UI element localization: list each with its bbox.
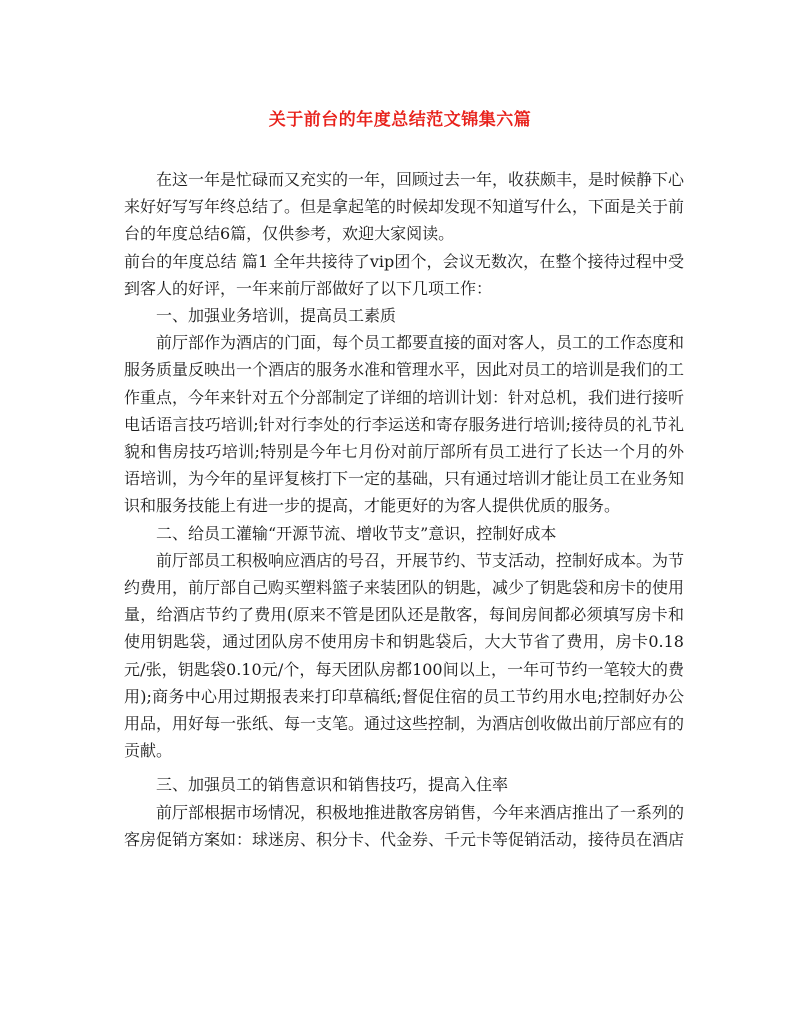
document-title: 关于前台的年度总结范文锦集六篇 xyxy=(268,110,532,130)
heading-1: 一、加强业务培训，提高员工素质 xyxy=(156,306,397,326)
paragraph-cost-control: 前厅部员工积极响应酒店的号召，开展节约、节支活动，控制好成本。为节约费用，前厅部自己购买塑料篮子来装团队的钥匙，减少了钥匙袋和房卡的使用量，给酒店节约了费用(原来不管是团队还是散客，每间房间都必须填写房卡和使用钥匙袋，通过团队房不使用房卡和钥匙袋后，大大节省了费用，房卡0.18元/张，钥匙袋0.10元/个，每天团队房都100间以上，一年可节约一笔较大的费用);商务中心用过期报表来打印草稿纸;督促住宿的员工节约用水电;控制好办公用品，用好每一张纸、每一支笔。通过这些控制，为酒店创收做出前厅部应有的贡献。 xyxy=(124,550,685,761)
intro-paragraph: 在这一年是忙碌而又充实的一年，回顾过去一年，收获颇丰，是时候静下心来好好写写年终总结了。但是拿起笔的时候却发现不知道写什么，下面是关于前台的年度总结6篇，仅供参考，欢迎大家阅读。 xyxy=(124,170,685,244)
document-body xyxy=(124,166,684,853)
paragraph-training: 前厅部作为酒店的门面，每个员工都要直接的面对客人，员工的工作态度和服务质量反映出一个酒店的服务水准和管理水平，因此对员工的培训是我们的工作重点，今年来针对五个分部制定了详细的培训计划：针对总机，我们进行接听电话语言技巧培训;针对行李处的行李运送和寄存服务进行培训;接待员的礼节礼貌和售房技巧培训;特别是今年七月份对前厅部所有员工进行了长达一个月的外语培训，为今年的星评复核打下一定的基础，只有通过培训才能让员工在业务知识和服务技能上有进一步的提高，才能更好的为客人提供优质的服务。 xyxy=(124,333,685,516)
heading-2: 二、给员工灌输“开源节流、增收节支”意识，控制好成本 xyxy=(156,523,557,543)
paragraph-sales: 前厅部根据市场情况，积极地推进散客房销售，今年来酒店推出了一系列的客房促销方案如：球迷房、积分卡、代金券、千元卡等促销活动，接待员在酒店 xyxy=(124,802,685,849)
section-lead-paragraph: 前台的年度总结 篇1 全年共接待了vip团个，会议无数次，在整个接待过程中受到客人的好评，一年来前厅部做好了以下几项工作： xyxy=(124,251,684,298)
heading-3: 三、加强员工的销售意识和销售技巧，提高入住率 xyxy=(156,775,509,795)
